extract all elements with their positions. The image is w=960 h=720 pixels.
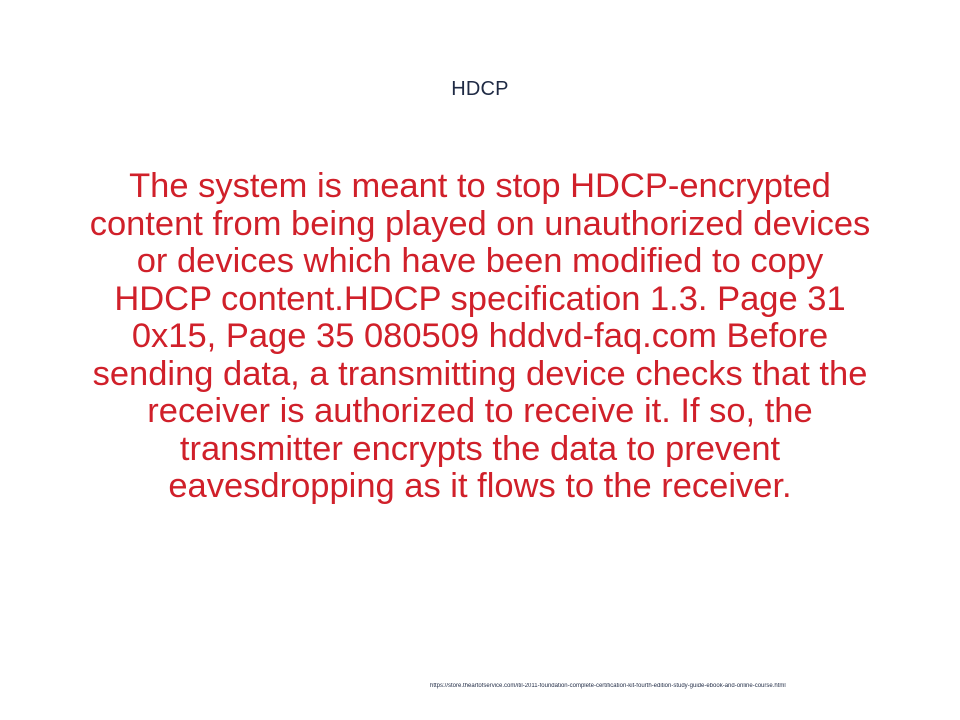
footer-url[interactable]: https://store.theartofservice.com/itil-2011-foundation-complete-certification-kit-fourth-edition-study-guide-ebook-and-online-course.html (430, 683, 786, 689)
slide-body-text: The system is meant to stop HDCP-encrypted content from being played on unauthorized devices or devices which have been modified to copy HDCP content.HDCP specification 1.3. Page 31 0x15, Page 35 080509 hddvd-faq.com Before sending data, a transmitting device checks that the receiver is authorized to receive it. If so, the transmitter encrypts the data to prevent eavesdropping as it flows to the receiver. (89, 167, 871, 505)
slide-title: HDCP (451, 78, 509, 100)
